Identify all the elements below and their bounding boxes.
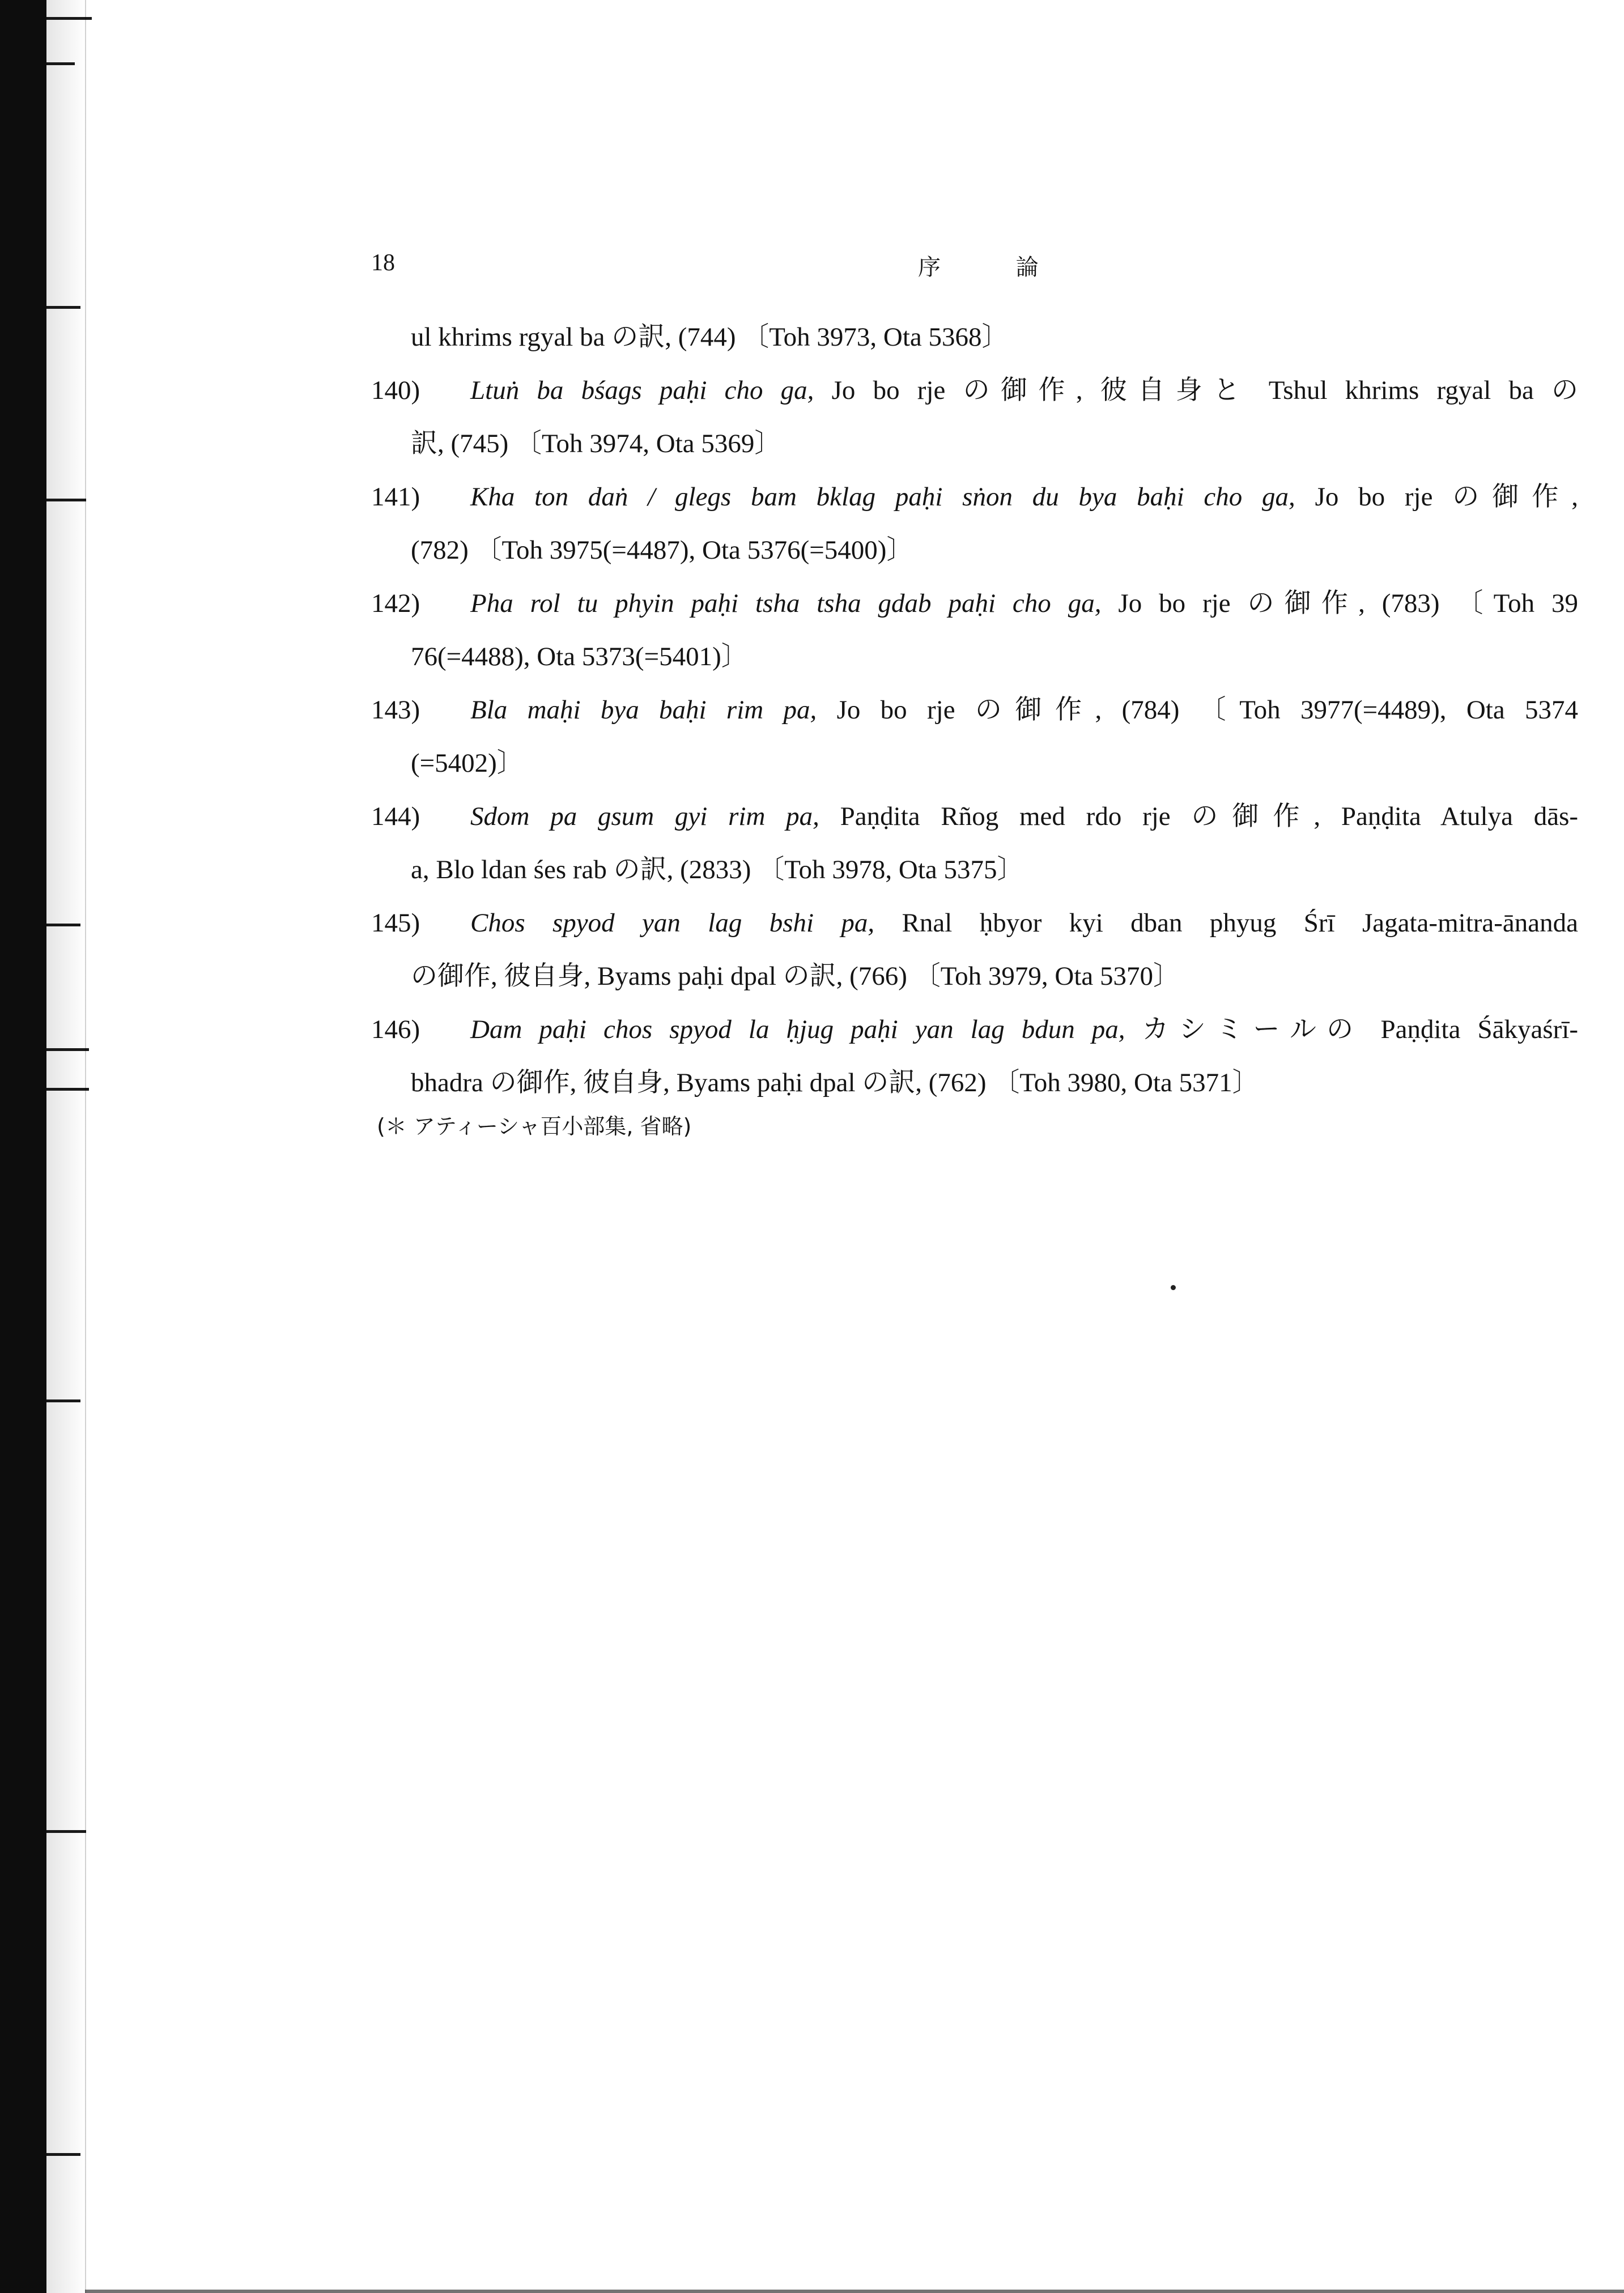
work-title: Dam paḥi chos spyod la ḥjug paḥi yan lag bdun pa, [470, 1015, 1125, 1044]
work-title: Sdom pa gsum gyi rim pa, [470, 802, 819, 831]
entry-line: 76(=4488), Ota 5373(=5401)〕 [411, 642, 748, 671]
binding-edge [0, 0, 46, 2293]
list-item [371, 1003, 1578, 1109]
entry-line: の御作, 彼自身, Byams paḥi dpal の訳, (766) 〔Toh 3979, Ota 5370〕 [411, 962, 1180, 991]
work-title: Pha rol tu phyin paḥi tsha tsha gdab paḥi cho ga, [470, 589, 1102, 618]
entry-first-line [371, 1003, 1578, 1056]
entry-detail: Jo bo rje の御作, (784) 〔Toh 3977(=4489), Ota 5374 [836, 695, 1579, 725]
entry-line: a, Blo ldan śes rab の訳, (2833) 〔Toh 3978, Ota 5375〕 [411, 855, 1024, 884]
entry-first-line [371, 790, 1578, 843]
entry-first-line [371, 577, 1578, 630]
list-item [371, 896, 1578, 1003]
entry-line: (=5402)〕 [411, 748, 524, 778]
entry-line: ul khrims rgyal ba の訳, (744) 〔Toh 3973, Ota 5368〕 [411, 322, 1009, 352]
list-item [371, 790, 1578, 896]
list-item [371, 364, 1578, 470]
work-title: Bla maḥi bya baḥi rim pa, [470, 695, 817, 725]
running-title: 序 論 [918, 254, 1073, 280]
entry-first-line [371, 896, 1578, 950]
entry-first-line [371, 364, 1578, 417]
entry-detail: Jo bo rje の御作, (783) 〔Toh 39 [1118, 589, 1579, 618]
list-item [371, 577, 1578, 683]
entry-number: 145) [371, 908, 420, 938]
work-title: Chos spyod yan lag bshi pa, [470, 908, 875, 938]
list-item [371, 470, 1578, 577]
entry-number: 141) [371, 482, 420, 512]
omission-note: (＊ アティーシャ百小部集, 省略) [377, 1114, 692, 1139]
entry-detail: カシミールの Paṇḍita Śākyaśrī- [1142, 1015, 1578, 1044]
entry-number: 146) [371, 1015, 420, 1044]
page-bottom-edge [85, 2290, 1624, 2293]
entry-line: (782) 〔Toh 3975(=4487), Ota 5376(=5400)〕 [411, 535, 913, 565]
entry-first-line [371, 470, 1578, 524]
work-title: Kha ton daṅ / glegs bam bklag paḥi sṅon du bya baḥi cho ga, [470, 482, 1295, 512]
entry-detail: Paṇḍita Rñog med rdo rje の御作, Paṇḍita Atulya dās- [840, 802, 1579, 831]
page-number: 18 [371, 250, 395, 276]
entry-detail: Jo bo rje の御作, [1315, 482, 1578, 512]
entry-number: 140) [371, 376, 420, 405]
entry-number: 142) [371, 589, 420, 618]
entry-first-line [371, 683, 1578, 737]
entry-line: 訳, (745) 〔Toh 3974, Ota 5369〕 [411, 429, 781, 458]
binding-shadow [46, 0, 86, 2293]
bibliography-list [371, 310, 1578, 1109]
entry-number: 144) [371, 802, 420, 831]
list-item [371, 310, 1578, 364]
ink-speck [1171, 1285, 1176, 1290]
work-title: Ltuṅ ba bśags paḥi cho ga, [470, 376, 814, 405]
entry-line: bhadra の御作, 彼自身, Byams paḥi dpal の訳, (762) 〔Toh 3980, Ota 5371〕 [411, 1068, 1259, 1097]
entry-number: 143) [371, 695, 420, 725]
entry-detail: Rnal ḥbyor kyi dban phyug Śrī Jagata-mitra-ānanda [902, 908, 1578, 938]
gutter-line [85, 0, 86, 2293]
list-item [371, 683, 1578, 790]
page-header [371, 249, 1578, 283]
entry-detail: Jo bo rje の御作, 彼自身と Tshul khrims rgyal ba の [831, 376, 1579, 405]
